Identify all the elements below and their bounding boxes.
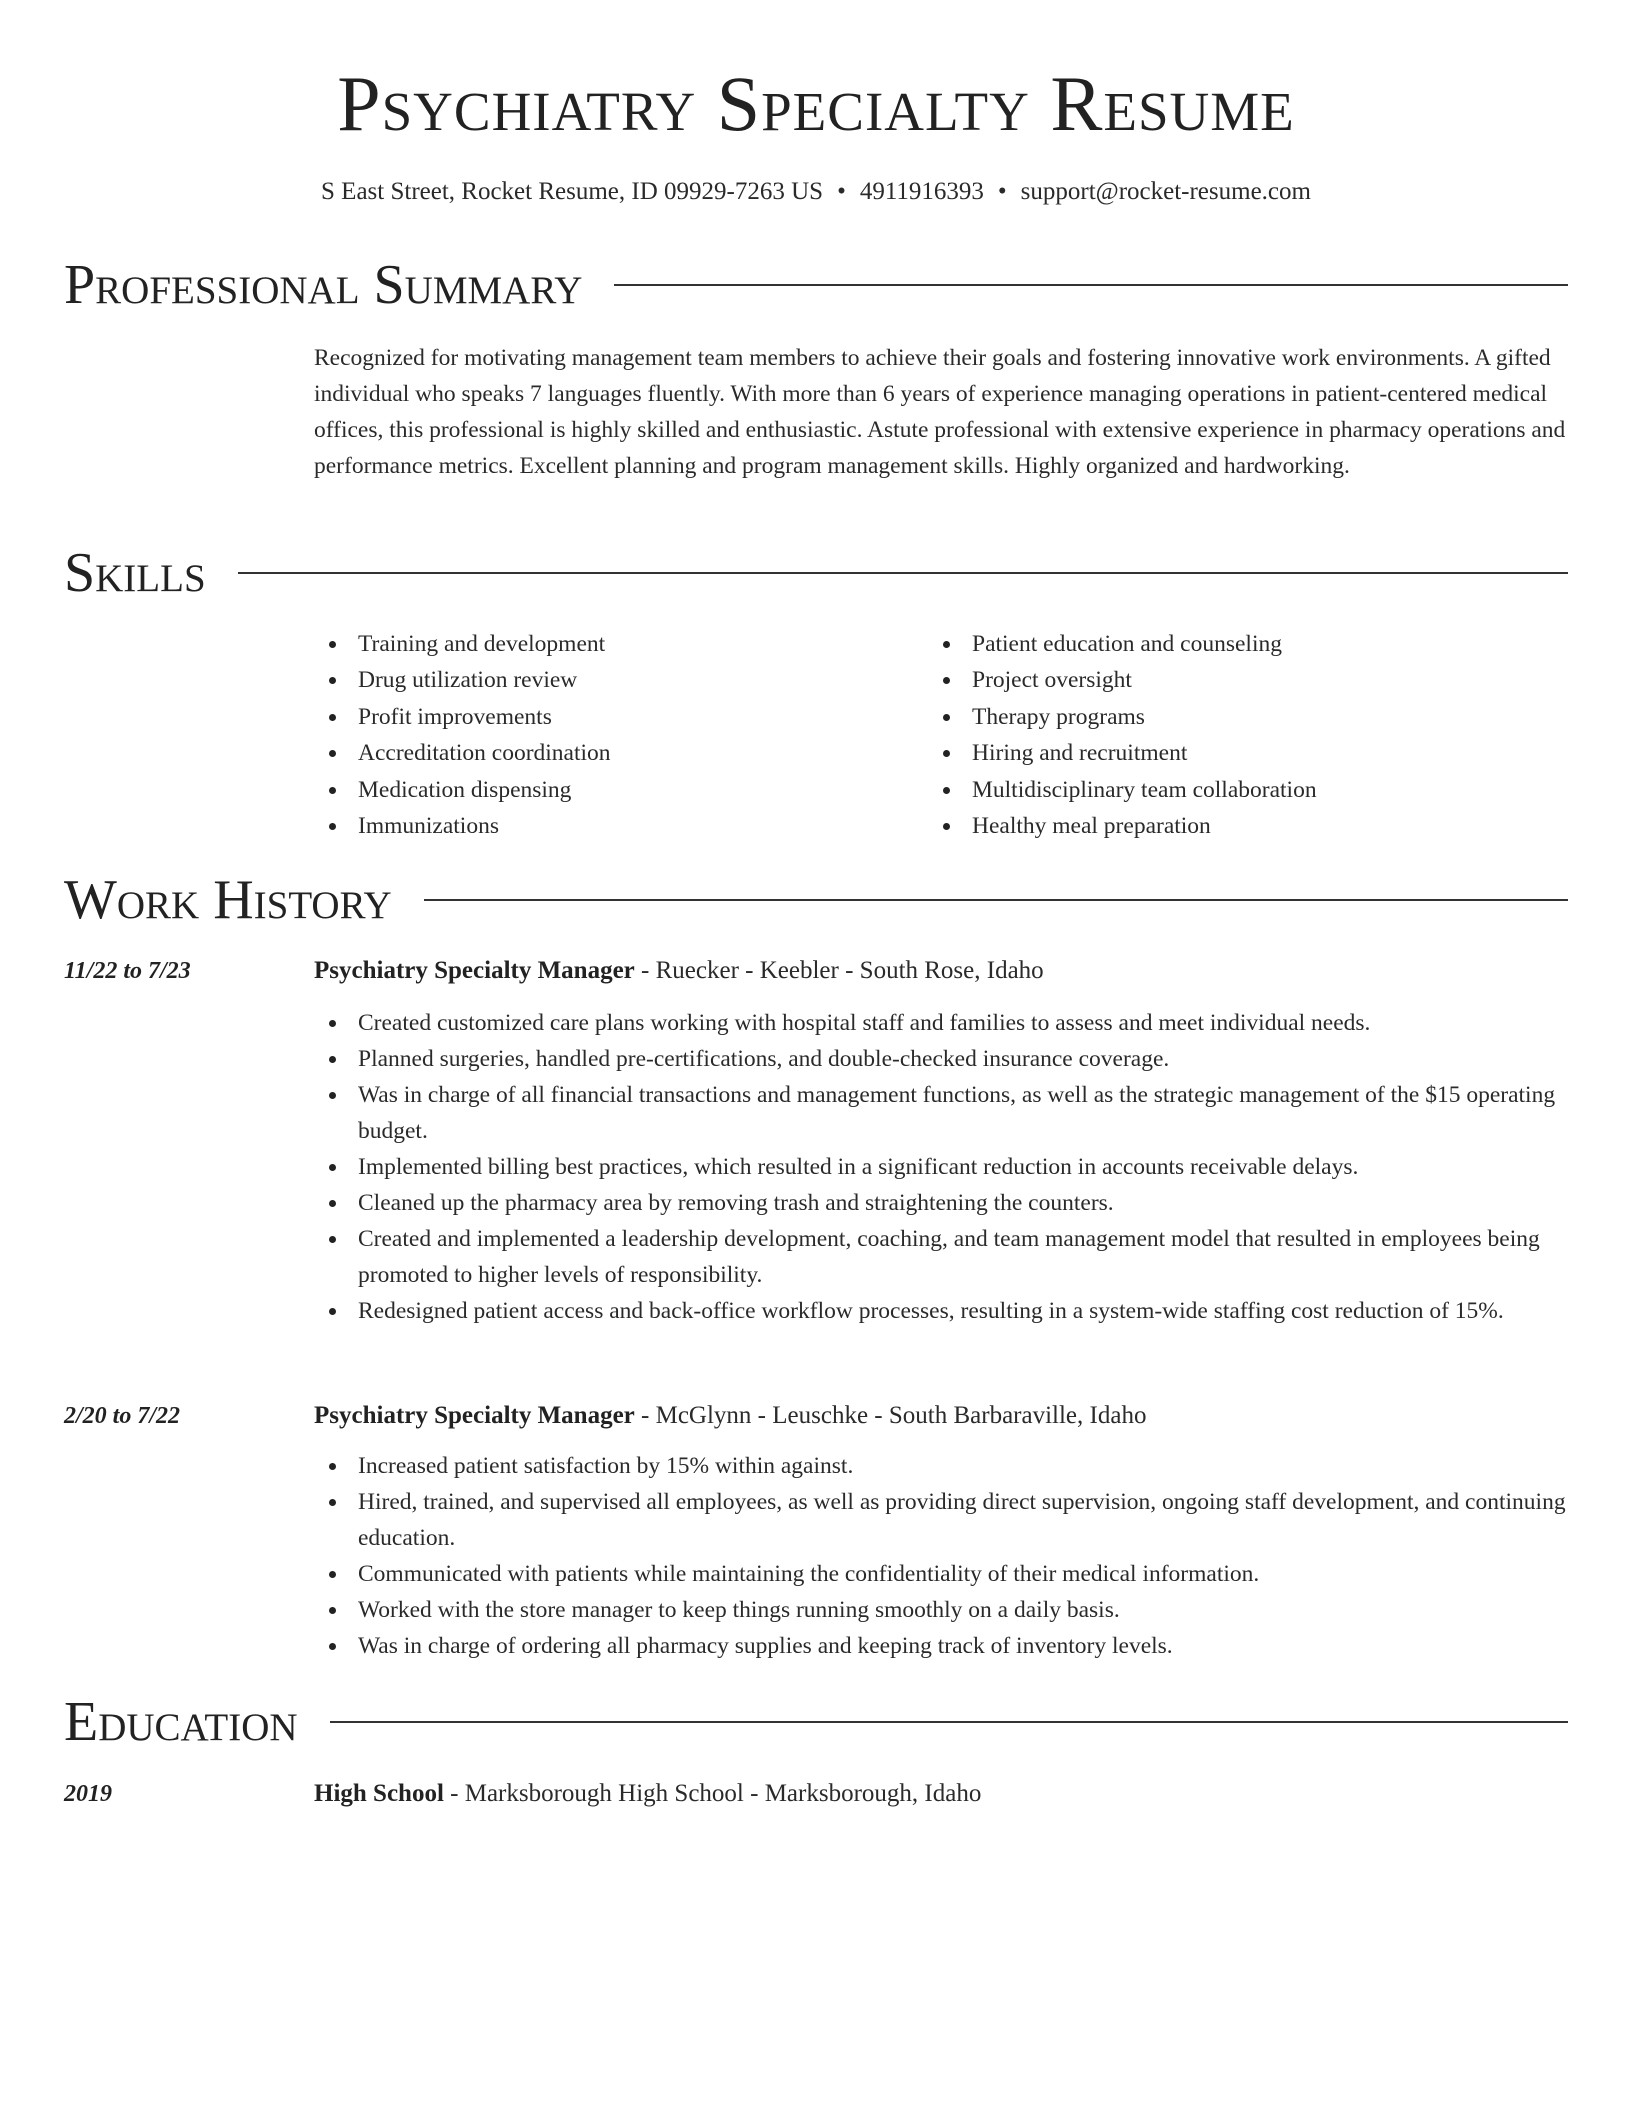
contact-separator: • xyxy=(837,178,846,205)
education-degree: High School xyxy=(314,1780,444,1807)
job-title: Psychiatry Specialty Manager xyxy=(314,957,635,984)
work-heading: Work History xyxy=(64,869,392,931)
skill-item: Accreditation coordination xyxy=(314,735,914,771)
section-divider xyxy=(424,899,1568,901)
summary-section-header xyxy=(64,253,1568,317)
job-employer: - McGlynn - Leuschke - South Barbaraville, Idaho xyxy=(634,1402,1147,1429)
job-bullet: Created and implemented a leadership development, coaching, and team management model that resulted in employees being promoted to higher levels of responsibility. xyxy=(314,1221,1570,1293)
job-bullet: Hired, trained, and supervised all employees, as well as providing direct supervision, ongoing staff development, and continuing education. xyxy=(314,1484,1570,1556)
skill-item: Medication dispensing xyxy=(314,772,914,808)
section-divider xyxy=(238,572,1568,574)
contact-line xyxy=(0,176,1632,208)
job-bullet: Planned surgeries, handled pre-certifications, and double-checked insurance coverage. xyxy=(314,1041,1570,1077)
job-bullets xyxy=(314,1005,1570,1329)
skills-list-right xyxy=(928,626,1568,844)
section-divider xyxy=(330,1721,1568,1723)
summary-text: Recognized for motivating management team members to achieve their goals and fostering innovative work environments. A gifted individual who speaks 7 languages fluently. With more than 6 years of experience managing operations in patient-centered medical offices, this professional is highly skilled and enthusiastic. Astute professional with extensive experience in pharmacy operations and performance metrics. Excellent planning and program management skills. Highly organized and hardworking. xyxy=(314,345,1566,479)
skill-item: Profit improvements xyxy=(314,699,914,735)
summary-heading: Professional Summary xyxy=(64,254,583,316)
job-heading xyxy=(314,1400,1146,1432)
skill-item: Drug utilization review xyxy=(314,662,914,698)
job-bullet: Increased patient satisfaction by 15% within against. xyxy=(314,1448,1570,1484)
skill-item: Therapy programs xyxy=(928,699,1568,735)
education-year: 2019 xyxy=(64,1781,112,1807)
education-school: - Marksborough High School - Marksborough, Idaho xyxy=(443,1780,982,1807)
work-section-header xyxy=(64,868,1568,932)
skill-item: Training and development xyxy=(314,626,914,662)
contact-address: S East Street, Rocket Resume, ID 09929-7263 US xyxy=(321,178,824,205)
job-bullet: Redesigned patient access and back-office workflow processes, resulting in a system-wide staffing cost reduction of 15%. xyxy=(314,1293,1570,1329)
job-bullet: Implemented billing best practices, which resulted in a significant reduction in accounts receivable delays. xyxy=(314,1149,1570,1185)
job-heading xyxy=(314,955,1044,987)
contact-email: support@rocket-resume.com xyxy=(1020,178,1311,205)
skill-item: Healthy meal preparation xyxy=(928,808,1568,844)
job-dates: 11/22 to 7/23 xyxy=(64,958,191,984)
job-bullet: Cleaned up the pharmacy area by removing trash and straightening the counters. xyxy=(314,1185,1570,1221)
contact-phone: 4911916393 xyxy=(859,178,984,205)
job-bullets xyxy=(314,1448,1570,1664)
skill-item: Immunizations xyxy=(314,808,914,844)
contact-separator: • xyxy=(997,178,1007,205)
job-bullet: Was in charge of ordering all pharmacy supplies and keeping track of inventory levels. xyxy=(314,1628,1570,1664)
resume-name: Psychiatry Specialty Resume xyxy=(337,60,1295,147)
job-bullet: Communicated with patients while maintaining the confidentiality of their medical information. xyxy=(314,1556,1570,1592)
skills-section-header xyxy=(64,541,1568,605)
section-divider xyxy=(614,284,1568,286)
job-bullet: Created customized care plans working with hospital staff and families to assess and meet individual needs. xyxy=(314,1005,1570,1041)
skill-item: Patient education and counseling xyxy=(928,626,1568,662)
job-dates: 2/20 to 7/22 xyxy=(64,1403,181,1429)
education-section-header xyxy=(64,1690,1568,1754)
skill-item: Multidisciplinary team collaboration xyxy=(928,772,1568,808)
skills-heading: Skills xyxy=(64,542,206,604)
job-title: Psychiatry Specialty Manager xyxy=(314,1402,635,1429)
education-heading-line xyxy=(314,1778,981,1810)
skill-item: Hiring and recruitment xyxy=(928,735,1568,771)
skill-item: Project oversight xyxy=(928,662,1568,698)
education-heading: Education xyxy=(64,1691,298,1753)
skills-list-left xyxy=(314,626,914,844)
job-bullet: Was in charge of all financial transactions and management functions, as well as the strategic management of the $15 operating budget. xyxy=(314,1077,1570,1149)
job-employer: - Ruecker - Keebler - South Rose, Idaho xyxy=(634,957,1044,984)
job-bullet: Worked with the store manager to keep things running smoothly on a daily basis. xyxy=(314,1592,1570,1628)
